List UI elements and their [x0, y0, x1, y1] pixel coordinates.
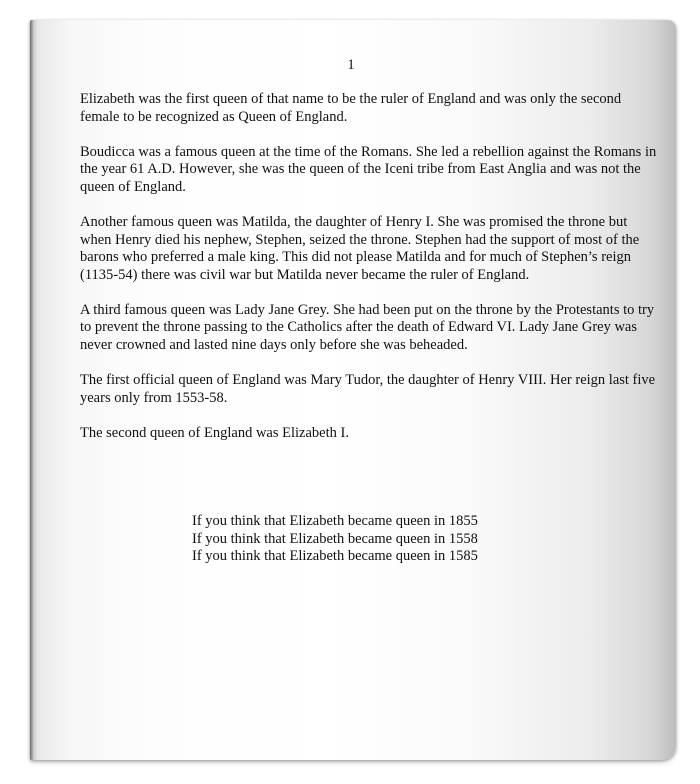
paragraph-mary-tudor: The first official queen of England was Mary Tudor, the daughter of Henry VIII. Her reign last five years only from 1553-58. — [80, 372, 656, 406]
page-number: 1 — [347, 57, 355, 73]
paragraph-elizabeth-intro: Elizabeth was the first queen of that name to be the ruler of England and was only the second female to be recognized as Queen of England. — [80, 91, 622, 125]
paragraph-boudicca: Boudicca was a famous queen at the time of the Romans. She led a rebellion against the Romans in the year 61 A.D. However, she was the queen of the Iceni tribe from East Anglia and was not the queen of England. — [80, 143, 657, 195]
answer-option-1585[interactable]: If you think that Elizabeth became queen in 1585 — [192, 548, 478, 565]
paragraph-lady-jane-grey: A third famous queen was Lady Jane Grey. She had been put on the throne by the Protestants to try to prevent the throne passing to the Catholics after the death of Edward VI. Lady Jane Grey was never crowned and lasted nine days only before she was beheaded. — [80, 301, 655, 354]
paragraph-elizabeth-i: The second queen of England was Elizabeth I. — [80, 424, 349, 441]
paragraph-matilda: Another famous queen was Matilda, the daughter of Henry I. She was promised the throne but when Henry died his nephew, Stephen, seized the throne. Stephen had the support of most of the barons who preferred a male king. This did not please Matilda and for much of Stephen’s reign (1135-54) there was civil war but Matilda never became the ruler of England. — [80, 213, 640, 283]
answer-option-1855[interactable]: If you think that Elizabeth became queen in 1855 — [192, 513, 478, 529]
book-page — [30, 20, 676, 760]
answer-options — [192, 513, 478, 566]
answer-option-1558[interactable]: If you think that Elizabeth became queen in 1558 — [192, 530, 478, 547]
page-body — [80, 91, 660, 460]
